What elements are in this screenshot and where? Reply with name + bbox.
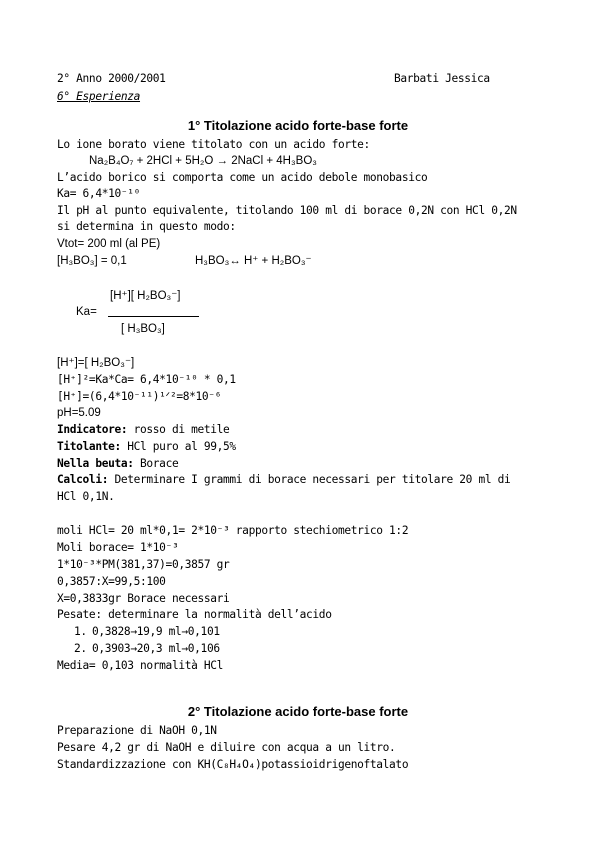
mass-calc: 1*10⁻³*PM(381,37)=0,3857 gr <box>57 558 230 571</box>
indicator-line <box>57 423 229 437</box>
reaction-equation: Na₂B₄O₇ + 2HCl + 5H₂O → 2NaCl + 4H₃BO₃ <box>89 155 317 167</box>
boric-acid-note: L’acido borico si comporta come un acido debole monobasico <box>57 171 428 184</box>
intro-text: Lo ione borato viene titolato con un acido forte: <box>57 138 370 151</box>
flask-label: Nella beuta: <box>57 457 134 470</box>
ph-explanation-line-2: si determina in questo modo: <box>57 220 236 233</box>
proportion: 0,3857:X=99,5:100 <box>57 575 166 588</box>
fraction-numerator: [H⁺][ H₂BO₃⁻] <box>110 290 181 302</box>
dissociation-equilibrium: H₃BO₃↔ H⁺ + H₂BO₃⁻ <box>195 255 312 267</box>
calculations-line-2: HCl 0,1N. <box>57 490 115 503</box>
x-result: X=0,3833gr Borace necessari <box>57 592 230 605</box>
calculations-label: Calcoli: <box>57 473 109 486</box>
calc-line-1: [H⁺]=[ H₂BO₃⁻] <box>57 357 135 369</box>
flask-value: Borace <box>133 457 179 470</box>
list-item: 0,3828→19,9 ml→0,101 <box>92 625 220 638</box>
boric-concentration: [H₃BO₃] = 0,1 <box>57 255 127 267</box>
ph-explanation-line-1: Il pH al punto equivalente, titolando 100 ml di borace 0,2N con HCl 0,2N <box>57 204 517 217</box>
naoh-weighing: Pesare 4,2 gr di NaOH e diluire con acqua a un litro. <box>57 741 396 754</box>
moles-hcl: moli HCl= 20 ml*0,1= 2*10⁻³ rapporto stechiometrico 1:2 <box>57 524 409 537</box>
indicator-label: Indicatore: <box>57 423 128 436</box>
titrant-line <box>57 440 236 454</box>
mean-result: Media= 0,103 normalità HCl <box>57 659 224 672</box>
ph-result: pH=5.09 <box>57 407 101 419</box>
section-1-title: 1° Titolazione acido forte-base forte <box>187 118 409 133</box>
calculations-value: Determinare I grammi di borace necessari per titolare 20 ml di <box>108 473 511 486</box>
calc-line-3: [H⁺]=(6,4*10⁻¹¹)¹ᐟ²=8*10⁻⁶ <box>57 390 222 403</box>
naoh-preparation: Preparazione di NaOH 0,1N <box>57 724 217 737</box>
titrant-value: HCl puro al 99,5% <box>120 440 236 453</box>
author-name: Barbati Jessica <box>394 72 490 85</box>
fraction-label: Ka= <box>76 306 97 318</box>
moles-borax: Moli borace= 1*10⁻³ <box>57 541 179 554</box>
weighing-line: Pesate: determinare la normalità dell’acido <box>57 608 332 621</box>
flask-line <box>57 457 178 471</box>
year-line: 2° Anno 2000/2001 <box>57 72 166 85</box>
calculations-line <box>57 473 510 487</box>
list-item-number: 1. <box>74 625 87 638</box>
ka-value: Ka= 6,4*10⁻¹⁰ <box>57 187 141 200</box>
list-item: 0,3903→20,3 ml→0,106 <box>92 642 220 655</box>
titrant-label: Titolante: <box>57 440 121 453</box>
experience-label: 6° Esperienza <box>57 90 141 103</box>
indicator-value: rosso di metile <box>127 423 230 436</box>
list-item-number: 2. <box>74 642 87 655</box>
calc-line-2: [H⁺]²=Ka*Ca= 6,4*10⁻¹⁰ * 0,1 <box>57 373 236 386</box>
fraction-bar <box>108 316 199 317</box>
standardization: Standardizzazione con KH(C₈H₄O₄)potassioidrigenoftalato <box>57 758 409 771</box>
section-2-title: 2° Titolazione acido forte-base forte <box>187 704 409 719</box>
total-volume: Vtot= 200 ml (al PE) <box>57 238 161 250</box>
fraction-denominator: [ H₃BO₃] <box>121 323 165 335</box>
